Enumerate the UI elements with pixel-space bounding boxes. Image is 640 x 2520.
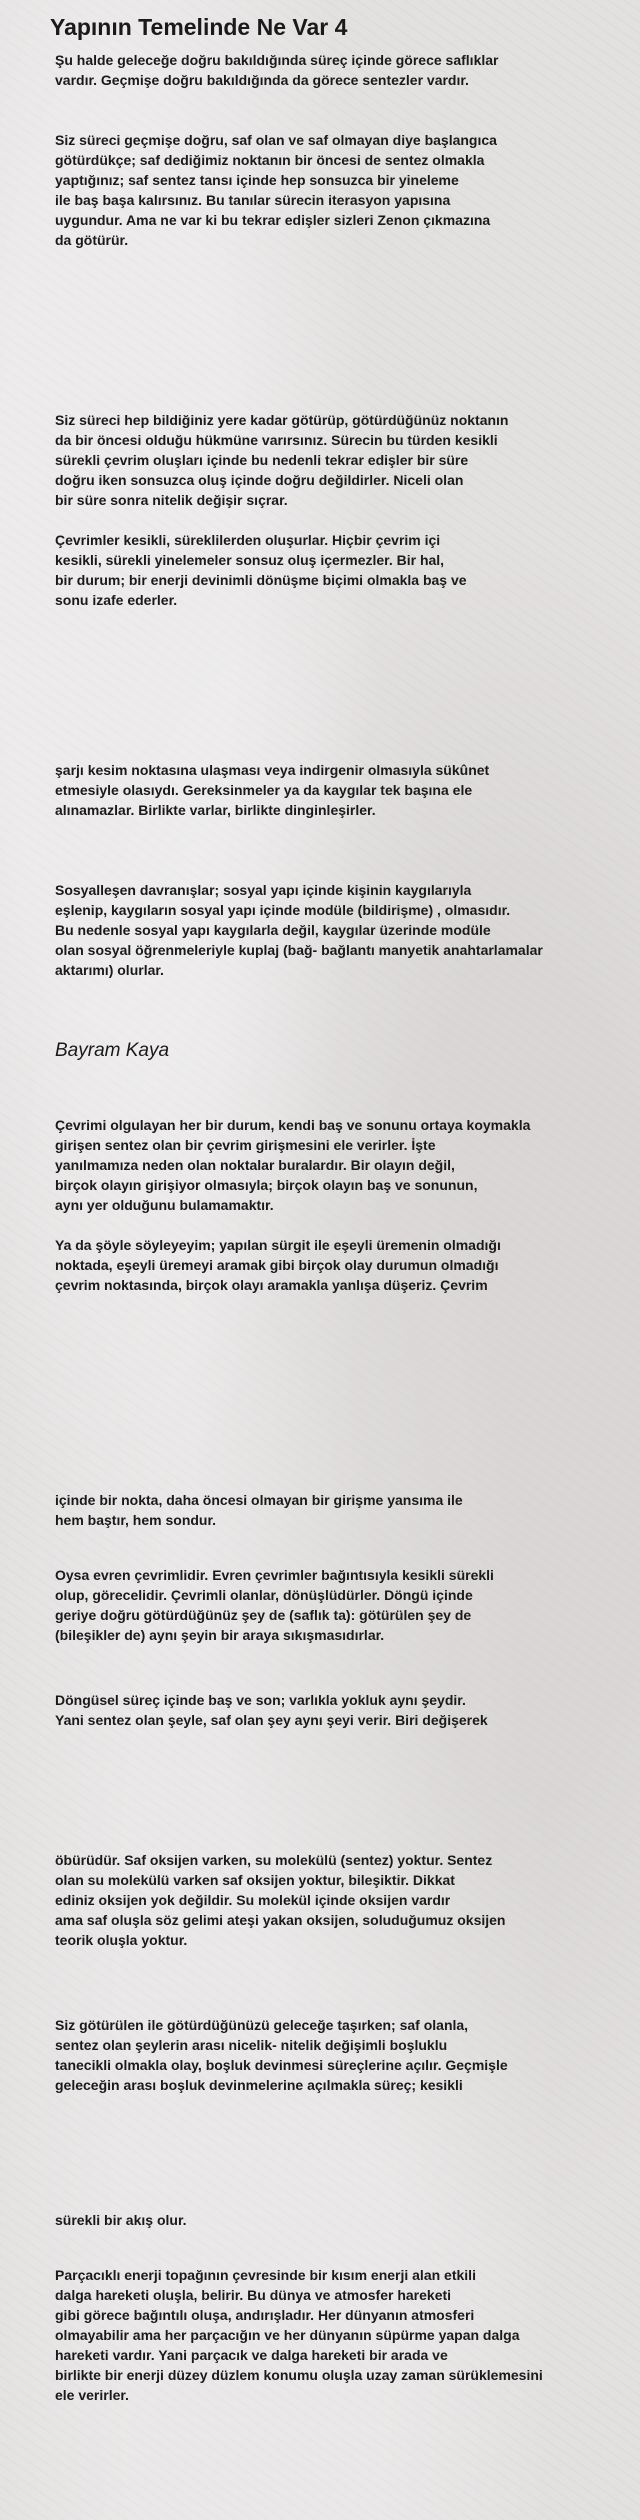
- paragraph-line: girişen sentez olan bir çevrim girişmesini ele verirler. İşte: [55, 1137, 436, 1153]
- paragraph-line: vardır. Geçmişe doğru bakıldığında da görece sentezler vardır.: [55, 72, 469, 88]
- paragraph: [55, 2265, 635, 2405]
- paragraph-line: doğru iken sonsuzca oluş içinde doğru değildirler. Niceli olan: [55, 472, 464, 488]
- paragraph-line: yanılmamıza neden olan noktalar buralardır. Bir olayın değil,: [55, 1157, 455, 1173]
- paragraph-line: birlikte bir enerji düzey düzlem konumu oluşla uzay zaman sürüklemesini: [55, 2367, 543, 2383]
- paragraph-line: Parçacıklı enerji topağının çevresinde bir kısım enerji alan etkili: [55, 2267, 476, 2283]
- paragraph-line: da bir öncesi olduğu hükmüne varırsınız. Sürecin bu türden kesikli: [55, 432, 498, 448]
- paragraph-line: yaptığınız; saf sentez tansı içinde hep sonsuzca bir yineleme: [55, 172, 459, 188]
- paragraph: [55, 1490, 635, 1530]
- paragraph: [55, 1565, 635, 1645]
- paragraph-line: aynı yer olduğunu bulamamaktır.: [55, 1197, 274, 1213]
- paragraph-line: sonu izafe ederler.: [55, 592, 178, 608]
- paragraph-line: bir süre sonra nitelik değişir sıçrar.: [55, 492, 288, 508]
- paragraph-line: ediniz oksijen yok değildir. Su molekül içinde oksijen vardır: [55, 1892, 451, 1908]
- article-title: Yapının Temelinde Ne Var 4: [50, 14, 348, 40]
- paragraph-line: çevrim noktasında, birçok olayı aramakla yanlışa düşeriz. Çevrim: [55, 1277, 488, 1293]
- paragraph: [55, 130, 635, 250]
- paragraph-line: olan sosyal öğrenmeleriyle kuplaj (bağ- bağlantı manyetik anahtarlamalar: [55, 942, 543, 958]
- paragraph-line: ile baş başa kalırsınız. Bu tanılar sürecin iterasyon yapısına: [55, 192, 451, 208]
- paragraph-line: dalga hareketi oluşla, belirir. Bu dünya ve atmosfer hareketi: [55, 2287, 452, 2303]
- paragraph: [55, 880, 635, 980]
- paragraph: [55, 2015, 635, 2095]
- paragraph-line: birçok olayın girişiyor olmasıyla; birçok olayın baş ve sonunun,: [55, 1177, 478, 1193]
- paragraph-line: sentez olan şeylerin arası nicelik- nitelik değişimli boşluklu: [55, 2037, 448, 2053]
- paragraph-line: (bileşikler de) aynı şeyin bir araya sıkışmasıdırlar.: [55, 1627, 385, 1643]
- paragraph-line: Ya da şöyle söyleyeyim; yapılan sürgit ile eşeyli üremenin olmadığı: [55, 1237, 501, 1253]
- paragraph: [55, 1235, 635, 1295]
- paragraph: [55, 1850, 635, 1950]
- paragraph-line: öbürüdür. Saf oksijen varken, su molekülü (sentez) yoktur. Sentez: [55, 1852, 493, 1868]
- author-signature: Bayram Kaya: [55, 1040, 170, 1061]
- paragraph-line: Siz süreci geçmişe doğru, saf olan ve saf olmayan diye başlangıca: [55, 132, 497, 148]
- paragraph-line: Oysa evren çevrimlidir. Evren çevrimler bağıntısıyla kesikli sürekli: [55, 1567, 494, 1583]
- paragraph-line: şarjı kesim noktasına ulaşması veya indirgenir olmasıyla sükûnet: [55, 762, 490, 778]
- paragraph-line: Yani sentez olan şeyle, saf olan şey aynı şeyi verir. Biri değişerek: [55, 1712, 488, 1728]
- paragraph: [55, 50, 635, 90]
- paragraph-line: gibi görece bağıntılı oluşa, andırışladır. Her dünyanın atmosferi: [55, 2307, 475, 2323]
- paragraph-line: olan su molekülü varken saf oksijen yoktur, bileşiktir. Dikkat: [55, 1872, 455, 1888]
- paragraph-line: sürekli çevrim oluşları içinde bu nedenli tekrar edişler bir süre: [55, 452, 469, 468]
- paragraph-line: aktarımı) olurlar.: [55, 962, 164, 978]
- paragraph-line: hem baştır, hem sondur.: [55, 1512, 217, 1528]
- paragraph-line: tanecikli olmakla olay, boşluk devinmesi süreçlerine açılır. Geçmişle: [55, 2057, 508, 2073]
- paragraph-line: ama saf oluşla söz gelimi ateşi yakan oksijen, soluduğumuz oksijen: [55, 1912, 506, 1928]
- paragraph-line: olup, görecelidir. Çevrimli olanlar, dönüşlüdürler. Döngü içinde: [55, 1587, 473, 1603]
- paragraph: [55, 2210, 635, 2230]
- paragraph-line: Şu halde geleceğe doğru bakıldığında süreç içinde görece saflıklar: [55, 52, 499, 68]
- paragraph: [55, 410, 635, 510]
- paragraph-line: geleceğin arası boşluk devinmelerine açılmakla süreç; kesikli: [55, 2077, 463, 2093]
- paragraph-line: noktada, eşeyli üremeyi aramak gibi birçok olay durumun olmadığı: [55, 1257, 499, 1273]
- paragraph-line: teorik oluşla yoktur.: [55, 1932, 188, 1948]
- paragraph-line: götürdükçe; saf dediğimiz noktanın bir öncesi de sentez olmakla: [55, 152, 485, 168]
- paragraph-line: Bu nedenle sosyal yapı kaygılarla değil, kaygılar üzerinde modüle: [55, 922, 491, 938]
- paragraph-line: Döngüsel süreç içinde baş ve son; varlıkla yokluk aynı şeydir.: [55, 1692, 466, 1708]
- paragraph-line: olmayabilir ama her parçacığın ve her dünyanın süpürme yapan dalga: [55, 2327, 520, 2343]
- paragraph-line: sürekli bir akış olur.: [55, 2212, 187, 2228]
- paragraph-line: da götürür.: [55, 232, 129, 248]
- paragraph-line: içinde bir nokta, daha öncesi olmayan bir girişme yansıma ile: [55, 1492, 463, 1508]
- paragraph: [55, 760, 635, 820]
- paragraph: [55, 1115, 635, 1215]
- paragraph-line: Çevrimler kesikli, süreklilerden oluşurlar. Hiçbir çevrim içi: [55, 532, 441, 548]
- paragraph-line: bir durum; bir enerji devinimli dönüşme biçimi olmakla baş ve: [55, 572, 467, 588]
- paragraph-line: Siz götürülen ile götürdüğünüzü geleceğe taşırken; saf olanla,: [55, 2017, 469, 2033]
- paragraph-line: uygundur. Ama ne var ki bu tekrar edişler sizleri Zenon çıkmazına: [55, 212, 491, 228]
- paragraph-line: Sosyalleşen davranışlar; sosyal yapı içinde kişinin kaygılarıyla: [55, 882, 472, 898]
- paragraph-line: ele verirler.: [55, 2387, 129, 2403]
- paragraph: [55, 1690, 635, 1730]
- paragraph: [55, 530, 635, 610]
- paragraph-line: kesikli, sürekli yinelemeler sonsuz oluş içermezler. Bir hal,: [55, 552, 445, 568]
- paragraph-line: eşlenip, kaygıların sosyal yapı içinde modüle (bildirişme) , olmasıdır.: [55, 902, 511, 918]
- paragraph-line: Siz süreci hep bildiğiniz yere kadar götürüp, götürdüğünüz noktanın: [55, 412, 509, 428]
- paragraph-line: Çevrimi olgulayan her bir durum, kendi baş ve sonunu ortaya koymakla: [55, 1117, 531, 1133]
- paragraph-line: etmesiyle olasıydı. Gereksinmeler ya da kaygılar tek başına ele: [55, 782, 473, 798]
- paragraph-line: geriye doğru götürdüğünüz şey de (saflık ta): götürülen şey de: [55, 1607, 472, 1623]
- paragraph-line: alınamazlar. Birlikte varlar, birlikte dinginleşirler.: [55, 802, 376, 818]
- paragraph-line: hareketi vardır. Yani parçacık ve dalga hareketi bir arada ve: [55, 2347, 448, 2363]
